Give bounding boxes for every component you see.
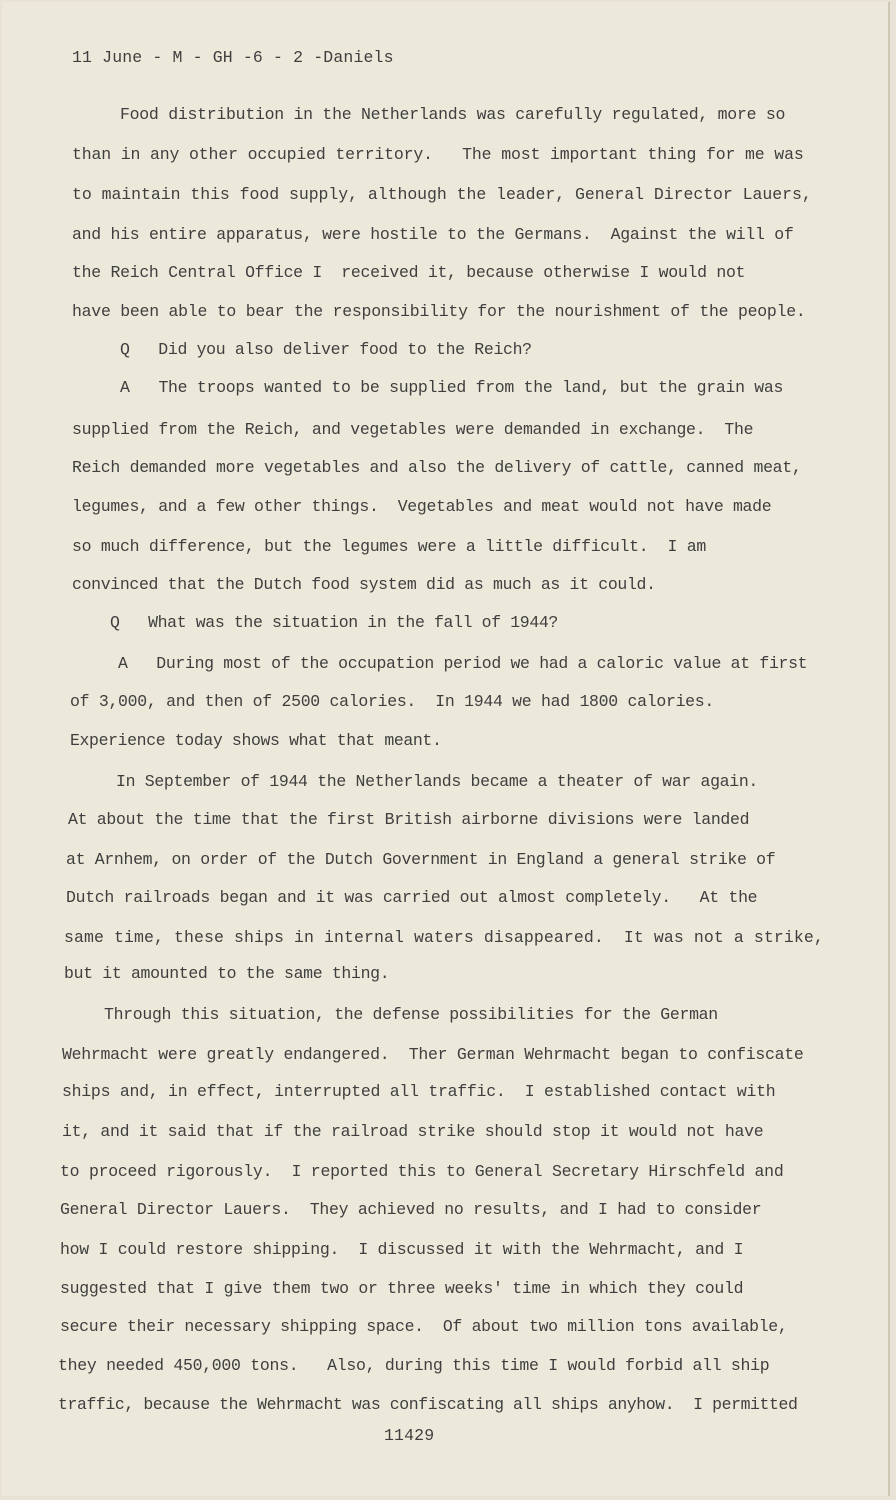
text-line: to proceed rigorously. I reported this to General Secretary Hirschfeld and xyxy=(60,1162,784,1181)
text-line: Wehrmacht were greatly endangered. Ther German Wehrmacht began to confiscate xyxy=(62,1045,804,1064)
text-line: but it amounted to the same thing. xyxy=(64,964,390,983)
text-line: have been able to bear the responsibility for the nourishment of the people. xyxy=(72,302,806,321)
document-header: 11 June - M - GH -6 - 2 -Daniels xyxy=(72,48,394,67)
text-line: General Director Lauers. They achieved no results, and I had to consider xyxy=(60,1200,762,1219)
text-line: how I could restore shipping. I discussed it with the Wehrmacht, and I xyxy=(60,1240,744,1259)
text-line: suggested that I give them two or three weeks' time in which they could xyxy=(60,1279,744,1298)
text-line: Food distribution in the Netherlands was carefully regulated, more so xyxy=(120,105,786,124)
text-line: than in any other occupied territory. The most important thing for me was xyxy=(72,145,804,164)
text-line: at Arnhem, on order of the Dutch Government in England a general strike of xyxy=(66,850,776,869)
text-line: At about the time that the first British airborne divisions were landed xyxy=(68,810,750,829)
text-line: In September of 1944 the Netherlands became a theater of war again. xyxy=(116,772,758,791)
text-line: Experience today shows what that meant. xyxy=(70,731,442,750)
text-line: legumes, and a few other things. Vegetables and meat would not have made xyxy=(72,497,772,516)
text-line: so much difference, but the legumes were a little difficult. I am xyxy=(72,537,706,556)
text-line: it, and it said that if the railroad strike should stop it would not have xyxy=(62,1122,764,1141)
text-line: supplied from the Reich, and vegetables were demanded in exchange. The xyxy=(72,420,754,439)
text-line: the Reich Central Office I received it, because otherwise I would not xyxy=(72,263,746,282)
text-line: ships and, in effect, interrupted all traffic. I established contact with xyxy=(62,1082,776,1101)
text-line: of 3,000, and then of 2500 calories. In 1944 we had 1800 calories. xyxy=(70,692,715,711)
qa-answer: A During most of the occupation period we had a caloric value at first xyxy=(118,654,808,673)
text-line: secure their necessary shipping space. Of about two million tons available, xyxy=(60,1317,788,1336)
qa-question: Q Did you also deliver food to the Reich? xyxy=(120,340,532,359)
text-line: to maintain this food supply, although the leader, General Director Lauers, xyxy=(72,185,812,204)
text-line: Reich demanded more vegetables and also the delivery of cattle, canned meat, xyxy=(72,458,802,477)
text-line: Dutch railroads began and it was carried out almost completely. At the xyxy=(66,888,758,907)
text-line: convinced that the Dutch food system did as much as it could. xyxy=(72,575,656,594)
document-page xyxy=(2,2,890,1496)
text-line: Through this situation, the defense possibilities for the German xyxy=(104,1005,718,1024)
page-number: 11429 xyxy=(384,1426,435,1445)
text-line: they needed 450,000 tons. Also, during this time I would forbid all ship xyxy=(58,1356,770,1375)
text-line: and his entire apparatus, were hostile to the Germans. Against the will of xyxy=(72,225,794,244)
qa-question: Q What was the situation in the fall of 1944? xyxy=(110,613,558,632)
text-line: same time, these ships in internal waters disappeared. It was not a strike, xyxy=(64,928,824,947)
qa-answer: A The troops wanted to be supplied from the land, but the grain was xyxy=(120,378,784,397)
text-line: traffic, because the Wehrmacht was confiscating all ships anyhow. I permitted xyxy=(58,1395,798,1414)
